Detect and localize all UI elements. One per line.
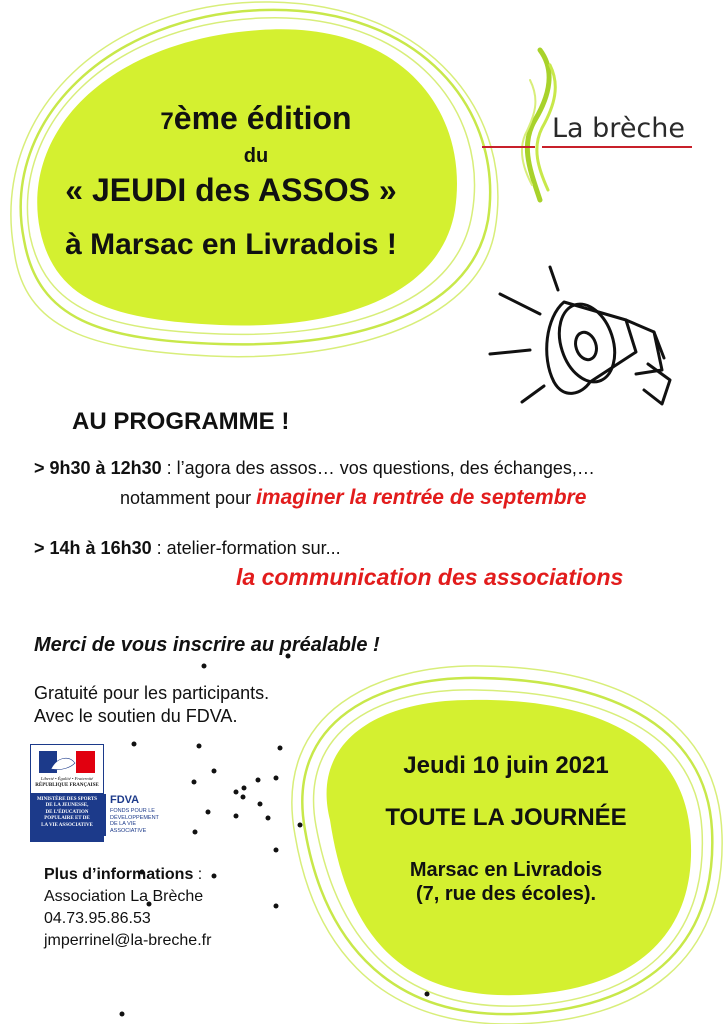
morning-description: : l’agora des assos… vos questions, des échanges,… [161,458,595,478]
french-flag-icon [39,751,95,773]
event-name: « JEUDI des ASSOS » [65,172,397,208]
programme-item-morning [34,458,595,479]
event-date: Jeudi 10 juin 2021 [403,752,609,779]
arrow-marker: > [34,538,45,558]
fdva-line: FONDS POUR LE [110,808,155,814]
megaphone-icon [486,262,686,422]
fdva-description [110,808,159,834]
contact-phone[interactable]: 04.73.95.86.53 [44,910,151,927]
programme-title: AU PROGRAMME ! [72,408,290,435]
event-duration: TOUTE LA JOURNÉE [385,804,627,831]
arrow-marker: > [34,458,45,478]
event-place-title: à Marsac en Livradois ! [65,228,397,261]
bottom-blob [292,666,722,1024]
logo-text: La brèche [552,113,685,144]
contact-colon: : [193,866,203,883]
ministry-line: DE LA JEUNESSE, [45,803,89,809]
morning-time: 9h30 à 12h30 [49,458,162,478]
afternoon-description: : atelier-formation sur... [151,538,341,558]
event-location [338,858,674,906]
support-line: Avec le soutien du FDVA. [34,706,238,726]
free-line: Gratuité pour les participants. [34,683,270,703]
programme-item-afternoon [34,538,341,559]
fdva-title: FDVA [110,794,140,806]
contact-heading [44,864,211,886]
contact-org: Association La Brèche [44,888,204,905]
contact-label: Plus d’informations [44,866,194,883]
ministry-line: MINISTÈRE DES SPORTS [36,797,98,802]
event-address: (7, rue des écoles). [415,883,597,905]
fdva-line: ASSOCIATIVE [110,827,147,834]
edition-number: 7 [160,108,174,135]
republic-name: RÉPUBLIQUE FRANÇAISE [35,783,99,788]
edition-suffix: ème édition [173,100,352,136]
fdva-logo [102,794,164,836]
registration-notice: Merci de vous inscrire au préalable ! [34,634,380,656]
title-du: du [243,145,269,167]
morning-continuation: notamment pour [120,488,257,508]
contact-info [44,864,211,952]
ministry-line: DE L’ÉDUCATION [45,809,89,815]
morning-highlight: imaginer la rentrée de septembre [256,486,587,509]
ministry-name [31,793,103,829]
republic-motto: Liberté • Égalité • Fraternité [40,776,94,781]
contact-email[interactable]: jmperrinel@la-breche.fr [44,932,212,949]
fdva-line: DE LA VIE [110,821,136,827]
ministry-line: POPULAIRE ET DE [44,816,90,822]
afternoon-highlight: la communication des associations [236,564,624,590]
edition-title [0,100,512,137]
ministry-band [31,793,103,841]
fdva-line: DÉVELOPPEMENT [110,814,159,821]
support-text [34,682,269,728]
event-city: Marsac en Livradois [409,859,603,881]
fdva-bar [102,794,106,836]
ministry-logo [30,744,104,842]
ministry-line: LA VIE ASSOCIATIVE [41,822,93,828]
afternoon-time: 14h à 16h30 [49,538,152,558]
programme-item-morning-cont [120,486,586,510]
